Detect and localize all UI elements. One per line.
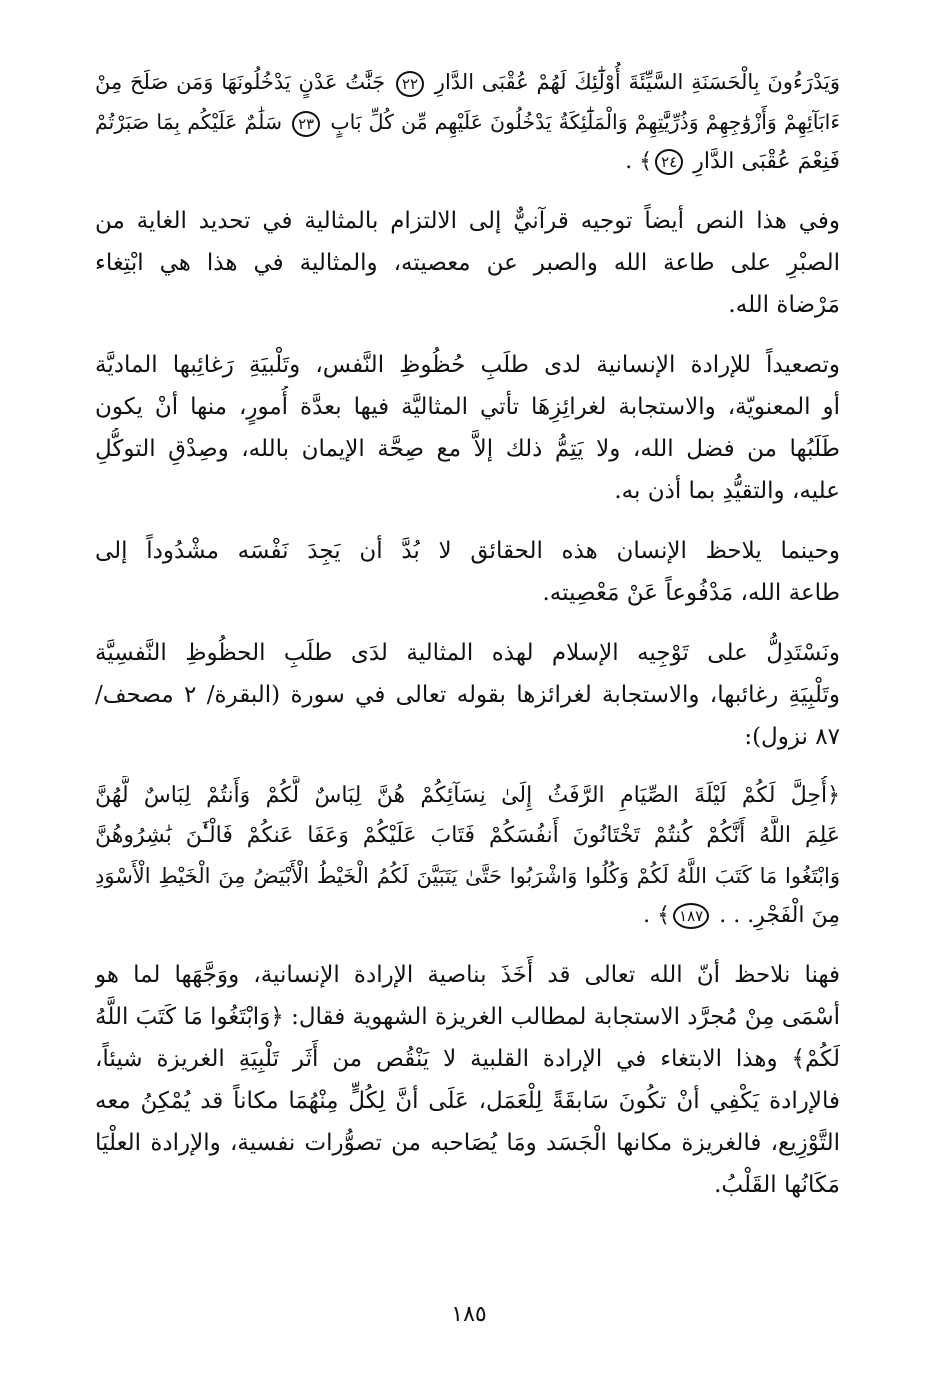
quran-line: وَابْتَغُوا مَا كَتَبَ اللَّهُ لَكُمْ وَكُلُوا وَاشْرَبُوا حَتَّىٰ يَتَبَيَّنَ لَكُمُ الْخَيْطُ الْأَبْيَضُ مِنَ الْخَيْطِ الْأَسْوَدِ [95,864,840,888]
quran-line: فَنِعْمَ عُقْبَى الدَّارِ ٢٤﴾ . [625,149,840,174]
text-line: ونَسْتَدِلُّ على تَوْجِيه الإسلام لهذه المثالية لدَى طلَبِ الحظُوظِ النَّفسِيَّة [95,640,840,666]
text-line: ٨٧ نزول): [744,724,840,750]
verse-number-marker: ٢٣ [292,111,320,137]
page-number: ١٨٥ [451,1302,487,1327]
text-line: فهنا نلاحظ أنّ الله تعالى قد أَخَذَ بناصية الإرادة الإنسانية، ووَجَّهَها لما هو [95,962,840,988]
paragraph-1 [95,200,840,326]
text-line: وفي هذا النص أيضاً توجيه قرآنيٌّ إلى الالتزام بالمثالية في تحديد الغاية من [95,208,840,234]
text-line: عليه، والتقيُّدِ بما أذن به. [614,478,840,504]
quran-verse-block-2 [95,776,840,936]
text-line: فالإرادة يَكْفِي أنْ تكُونَ سَابقَةً لِلْعَمَل، عَلَى أنَّ لِكُلٍّ مِنْهُمَا مكاناً قد يُمْكِنُ معه [95,1088,840,1114]
quran-line: ءَابَآئِهِمْ وَأَزْوَٰجِهِمْ وَذُرِّيَّٰتِهِمْ وَالْمَلَٰٓئِكَةُ يَدْخُلُونَ عَلَيْهِم مِّن كُلِّ بَابٍ ٢٣ سَلَٰمٌ عَلَيْكُم بِمَا صَبَرْتُمْ [95,102,840,142]
quran-line: عَلِمَ اللَّهُ أَنَّكُمْ كُنتُمْ تَخْتَانُونَ أَنفُسَكُمْ فَتَابَ عَلَيْكُمْ وَعَفَا عَنكُمْ فَالْـَٰٔنَ بَٰشِرُوهُنَّ [95,823,840,848]
text-line: مَرْضاة الله. [728,292,840,318]
text-line: وتصعيداً للإرادة الإنسانية لدى طلَبِ حُظُوظِ النَّفس، وتَلْبيَةِ رَغائِبها الماديَّة [95,352,840,378]
paragraph-2 [95,344,840,512]
verse-number-marker: ١٨٧ [673,903,709,929]
text-line: طَلَبُها من فضل الله، ولا يَتِمُّ ذلك إلاَّ مع صِحَّة الإيمان بالله، وصِدْقِ التوكُّلِ [95,436,840,462]
quran-line: مِنَ الْفَجْرِ. . . ١٨٧﴾ . [643,903,840,928]
text-line: وتَلْبِيَةِ رغائبها، والاستجابة لغرائزها بقوله تعالى في سورة (البقرة/ ٢ مصحف/ [95,682,840,708]
paragraph-4 [95,632,840,758]
paragraph-3 [95,530,840,614]
text-line: لَكُمْ﴾ وهذا الابتغاء في الإرادة القلبية لا يَنْقُص من أَثَر تَلْبِيَةِ الغريزة شيئاً، [95,1046,840,1072]
text-line: أسْمَى مِنْ مُجرَّد الاستجابة لمطالب الغريزة الشهوية فقال: ﴿وَابْتَغُوا مَا كَتَبَ اللَّهُ [95,1004,840,1030]
verse-number-marker: ٢٤ [655,149,683,175]
text-line: أو المعنويّة، والاستجابة لغرائِزِهَا تأتي المثاليَّة فيها بعدَّة أُمورٍ، منها أنْ يكون [95,394,840,420]
quran-verse-block-1 [95,62,840,182]
quran-line: وَيَدْرَءُونَ بِالْحَسَنَةِ السَّيِّئَةَ أُوْلَٰٓئِكَ لَهُمْ عُقْبَى الدَّارِ ٢٢ جَنَّٰتُ عَدْنٍ يَدْخُلُونَهَا وَمَن صَلَحَ مِنْ [95,62,840,102]
text-line: التَّوْزِيع، فالغريزة مكانها الْجَسَد ومَا يُصَاحبه من تصوُّرات نفسية، والإرادة العلْيَا [95,1130,840,1156]
text-line: طاعة الله، مَدْفُوعاً عَنْ مَعْصِيته. [542,580,840,606]
verse-number-marker: ٢٢ [396,71,424,97]
quran-line: ﴿أُحِلَّ لَكُمْ لَيْلَةَ الصِّيَامِ الرَّفَثُ إِلَىٰ نِسَآئِكُمْ هُنَّ لِبَاسٌ لَّكُمْ وَأَنتُمْ لِبَاسٌ لَّهُنَّ [95,783,840,808]
text-line: مَكَانُها القَلْبُ. [714,1172,840,1198]
page-content [95,62,840,1332]
paragraph-5 [95,954,840,1206]
text-line: الصبْرِ على طاعة الله والصبر عن معصيته، والمثالية في هذا هي ابْتِغاء [95,250,840,276]
text-line: وحينما يلاحظ الإنسان هذه الحقائق لا بُدَّ أن يَجِدَ نَفْسَه مشْدُوداً إلى [95,538,840,564]
